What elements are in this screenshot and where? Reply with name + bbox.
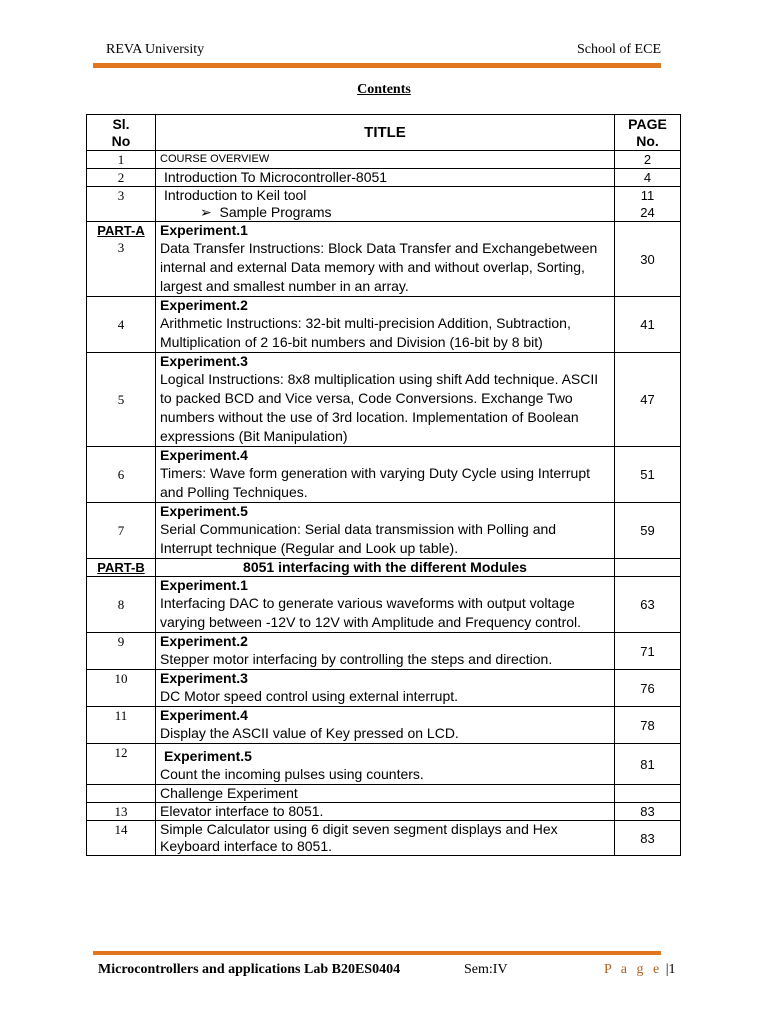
- header-left: REVA University: [106, 42, 205, 57]
- table-row: [87, 577, 681, 633]
- row-page: 81: [615, 744, 681, 785]
- experiment-label: Experiment.1: [160, 577, 248, 593]
- row-sl: 10: [87, 670, 156, 707]
- row-sl: 3: [87, 187, 156, 222]
- experiment-desc: DC Motor speed control using external interrupt.: [160, 688, 459, 704]
- sub-row-title: Sample Programs: [219, 204, 332, 220]
- footer-sem: Sem:IV: [464, 962, 508, 977]
- row-page: 76: [615, 670, 681, 707]
- footer-rule: [93, 951, 661, 955]
- row-sl: 3: [117, 240, 125, 255]
- contents-table: [86, 114, 681, 856]
- experiment-label: Experiment.5: [160, 503, 248, 519]
- row-sl: 5: [87, 353, 156, 447]
- footer-page-label: P a g e: [604, 962, 663, 977]
- experiment-label: Experiment.5: [164, 748, 252, 764]
- footer-page-number: |1: [665, 962, 676, 977]
- challenge-heading: Challenge Experiment: [156, 785, 615, 803]
- table-row: [87, 744, 681, 785]
- experiment-label: Experiment.3: [160, 353, 248, 369]
- experiment-label: Experiment.2: [160, 297, 248, 313]
- table-row: [87, 633, 681, 670]
- row-sl: 9: [87, 633, 156, 670]
- experiment-label: Experiment.4: [160, 447, 248, 463]
- row-title: COURSE OVERVIEW: [156, 151, 615, 169]
- row-sl: 6: [87, 447, 156, 503]
- row-sl: 8: [87, 577, 156, 633]
- footer-course: Microcontrollers and applications Lab B20ES0404: [98, 962, 401, 977]
- header-rule: [93, 63, 661, 68]
- experiment-label: Experiment.1: [160, 222, 248, 238]
- experiment-label: Experiment.2: [160, 633, 248, 649]
- experiment-desc: Stepper motor interfacing by controlling the steps and direction.: [160, 651, 553, 667]
- table-row: [87, 503, 681, 559]
- row-sl: 14: [87, 821, 156, 856]
- row-page: 78: [615, 707, 681, 744]
- sub-row-page: 24: [640, 205, 655, 220]
- row-sl: 2: [87, 169, 156, 187]
- header-right: School of ECE: [577, 42, 661, 57]
- row-page: 83: [615, 803, 681, 821]
- experiment-desc: Timers: Wave form generation with varying Duty Cycle using Interrupt and Polling Techniques.: [160, 465, 591, 500]
- row-page: 83: [615, 821, 681, 856]
- col-sl-header: Sl. No: [87, 115, 156, 151]
- experiment-label: Experiment.3: [160, 670, 248, 686]
- experiment-desc: Display the ASCII value of Key pressed on LCD.: [160, 725, 459, 741]
- bullet-icon: ➢: [200, 204, 212, 220]
- page-title: Contents: [357, 82, 411, 97]
- row-page: 59: [615, 503, 681, 559]
- table-row: [87, 169, 681, 187]
- table-row: [87, 297, 681, 353]
- row-page: 41: [615, 297, 681, 353]
- row-page: 47: [615, 353, 681, 447]
- experiment-desc: Simple Calculator using 6 digit seven segment displays and Hex Keyboard interface to 8051.: [156, 821, 615, 856]
- table-header-row: [87, 115, 681, 151]
- row-sl: 12: [87, 744, 156, 785]
- experiment-desc: Serial Communication: Serial data transmission with Polling and Interrupt technique (Regular and Look up table).: [160, 521, 557, 556]
- row-page: 30: [615, 222, 681, 297]
- row-page: 4: [615, 169, 681, 187]
- col-page-header: PAGE No.: [615, 115, 681, 151]
- row-sl: 13: [87, 803, 156, 821]
- row-title: Introduction to Keil tool: [164, 187, 307, 203]
- col-title-header: TITLE: [156, 115, 615, 151]
- table-row: [87, 222, 681, 297]
- row-page: 51: [615, 447, 681, 503]
- table-row: [87, 559, 681, 577]
- row-sl: 11: [87, 707, 156, 744]
- row-sl: 1: [87, 151, 156, 169]
- experiment-desc: Data Transfer Instructions: Block Data Transfer and Exchangebetween internal and external Data memory with and without overlap, Sorting, largest and smallest number in an array.: [160, 240, 598, 294]
- experiment-desc: Count the incoming pulses using counters.: [160, 766, 424, 782]
- row-page: 11: [640, 188, 655, 203]
- table-row: [87, 187, 681, 222]
- table-row: [87, 151, 681, 169]
- row-title: Introduction To Microcontroller-8051: [156, 169, 615, 187]
- experiment-desc: Logical Instructions: 8x8 multiplication using shift Add technique. ASCII to packed BCD and Vice versa, Code Conversions. Exchange Two numbers without the use of 3rd location. Implementation of Boolean expressions (Bit Manipulation): [160, 371, 599, 444]
- experiment-desc: Interfacing DAC to generate various waveforms with output voltage varying between -12V to 12V with Amplitude and Frequency control.: [160, 595, 582, 630]
- row-page: 2: [615, 151, 681, 169]
- part-b-label: PART-B: [97, 560, 145, 575]
- table-row: [87, 785, 681, 803]
- row-sl: 7: [87, 503, 156, 559]
- table-row: [87, 670, 681, 707]
- table-row: [87, 447, 681, 503]
- part-b-heading: 8051 interfacing with the different Modules: [156, 559, 615, 577]
- table-row: [87, 707, 681, 744]
- table-row: [87, 821, 681, 856]
- row-page: 71: [615, 633, 681, 670]
- experiment-label: Experiment.4: [160, 707, 248, 723]
- part-a-label: PART-A: [97, 223, 145, 238]
- row-sl: 4: [87, 297, 156, 353]
- table-row: [87, 803, 681, 821]
- experiment-desc: Arithmetic Instructions: 32-bit multi-precision Addition, Subtraction, Multiplication of 2 16-bit numbers and Division (16-bit by 8 bit): [160, 315, 571, 350]
- experiment-desc: Elevator interface to 8051.: [156, 803, 615, 821]
- table-row: [87, 353, 681, 447]
- row-page: 63: [615, 577, 681, 633]
